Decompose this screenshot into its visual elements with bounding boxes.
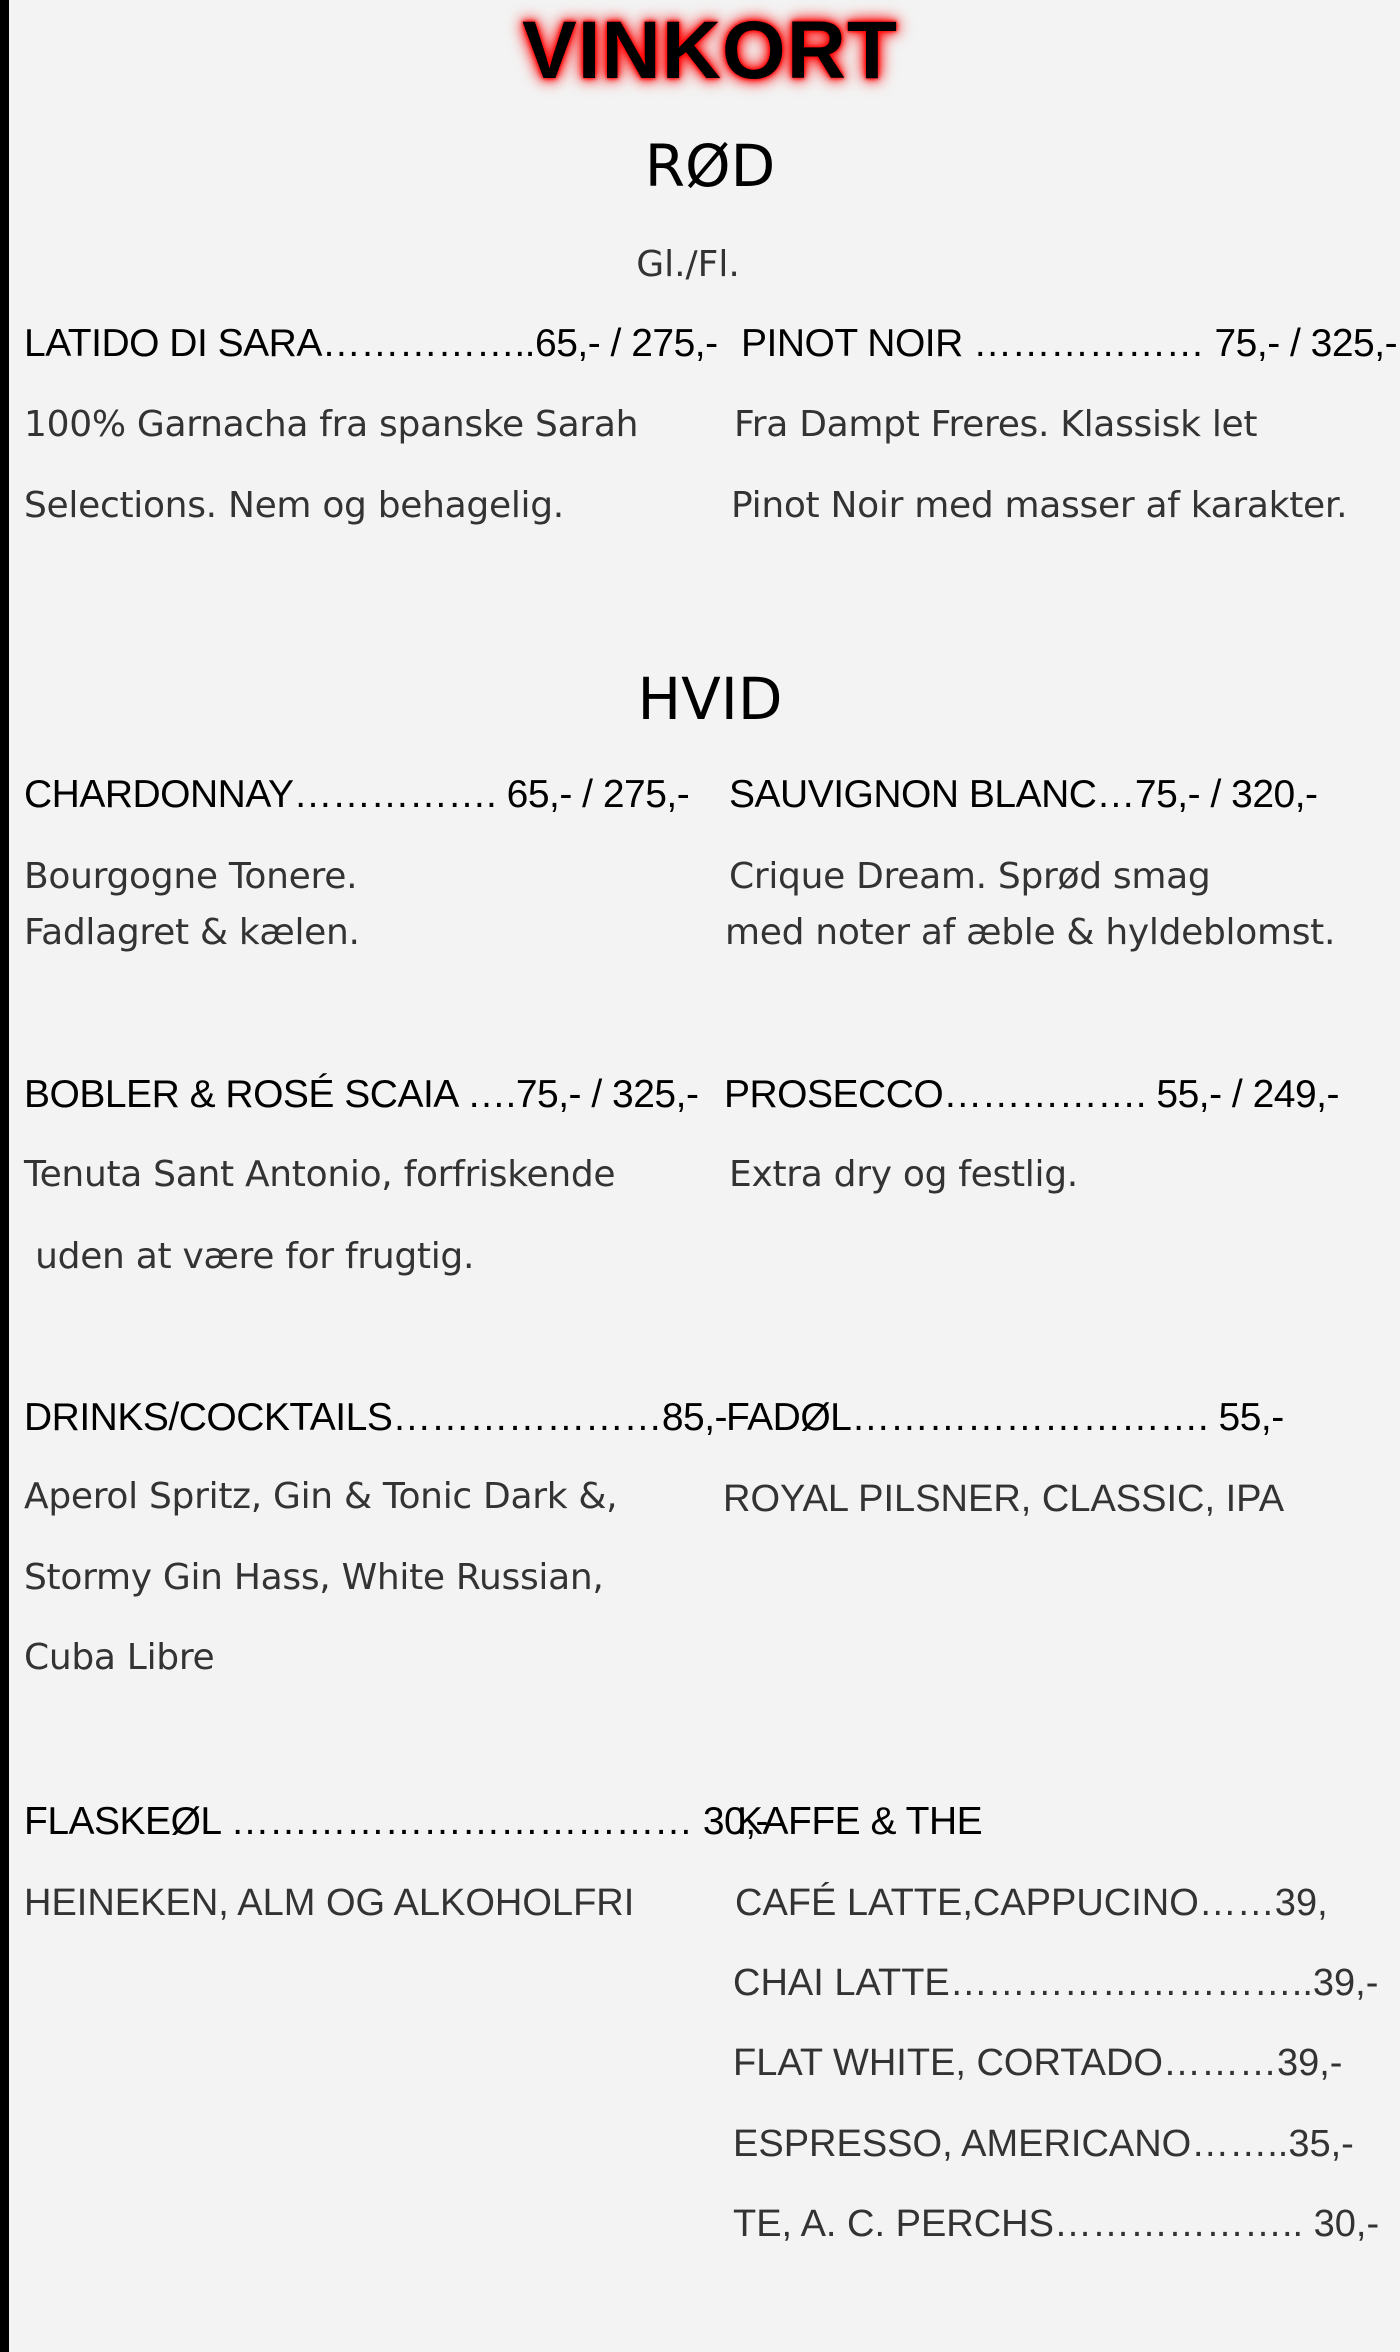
coffee-item: FLAT WHITE, CORTADO………39,- [733,2042,1343,2084]
item-desc-chardonnay-1: Bourgogne Tonere. [24,856,358,897]
item-desc-drinks-3: Cuba Libre [24,1637,215,1678]
glass-bottle-label: Gl./Fl. [636,244,740,285]
item-title-fadol: FADØL………………………. 55,- [726,1396,1284,1439]
coffee-item: CAFÉ LATTE,CAPPUCINO……39, [735,1882,1328,1924]
left-border [0,0,9,2352]
item-desc-pinot-noir-1: Fra Dampt Freres. Klassisk let [734,404,1258,445]
coffee-item: CHAI LATTE………………………..39,- [733,1962,1379,2004]
item-desc-bobler-rose-2: uden at være for frugtig. [24,1236,475,1277]
item-desc-bobler-rose-1: Tenuta Sant Antonio, forfriskende [24,1154,616,1195]
section-heading-white: HVID [637,665,783,733]
item-desc-fadol: ROYAL PILSNER, CLASSIC, IPA [723,1478,1285,1520]
item-title-prosecco: PROSECCO……………. 55,- / 249,- [724,1073,1339,1116]
item-desc-drinks-1: Aperol Spritz, Gin & Tonic Dark &, [24,1476,618,1517]
item-desc-latido-2: Selections. Nem og behagelig. [24,485,564,526]
section-heading-red: RØD [644,132,776,200]
item-desc-drinks-2: Stormy Gin Hass, White Russian, [24,1557,604,1598]
item-title-latido: LATIDO DI SARA……………..65,- / 275,- [24,322,718,365]
item-desc-prosecco: Extra dry og festlig. [729,1154,1078,1195]
item-title-pinot-noir: PINOT NOIR ……………… 75,- / 325,- [741,322,1398,365]
item-desc-flaskeol: HEINEKEN, ALM OG ALKOHOLFRI [24,1882,635,1924]
item-title-sauvignon-blanc: SAUVIGNON BLANC…75,- / 320,- [729,773,1318,816]
item-title-chardonnay: CHARDONNAY……………. 65,- / 275,- [24,773,690,816]
coffee-item: TE, A. C. PERCHS……………….. 30,- [733,2203,1380,2245]
item-title-kaffe: KAFFE & THE [737,1800,983,1843]
item-title-drinks: DRINKS/COCKTAILS…………………85,- [24,1396,728,1439]
item-desc-sauvignon-blanc-1: Crique Dream. Sprød smag [729,856,1211,897]
item-title-bobler-rose: BOBLER & ROSÉ SCAIA ….75,- / 325,- [24,1073,699,1116]
item-desc-pinot-noir-2: Pinot Noir med masser af karakter. [731,485,1348,526]
item-desc-chardonnay-2: Fadlagret & kælen. [24,912,360,953]
item-title-flaskeol: FLASKEØL ……………………………… 30,- [24,1800,769,1843]
item-desc-latido-1: 100% Garnacha fra spanske Sarah [24,404,639,445]
item-desc-sauvignon-blanc-2: med noter af æble & hyldeblomst. [725,912,1336,953]
coffee-item: ESPRESSO, AMERICANO……..35,- [733,2123,1354,2165]
page-title: VINKORT [522,5,898,96]
